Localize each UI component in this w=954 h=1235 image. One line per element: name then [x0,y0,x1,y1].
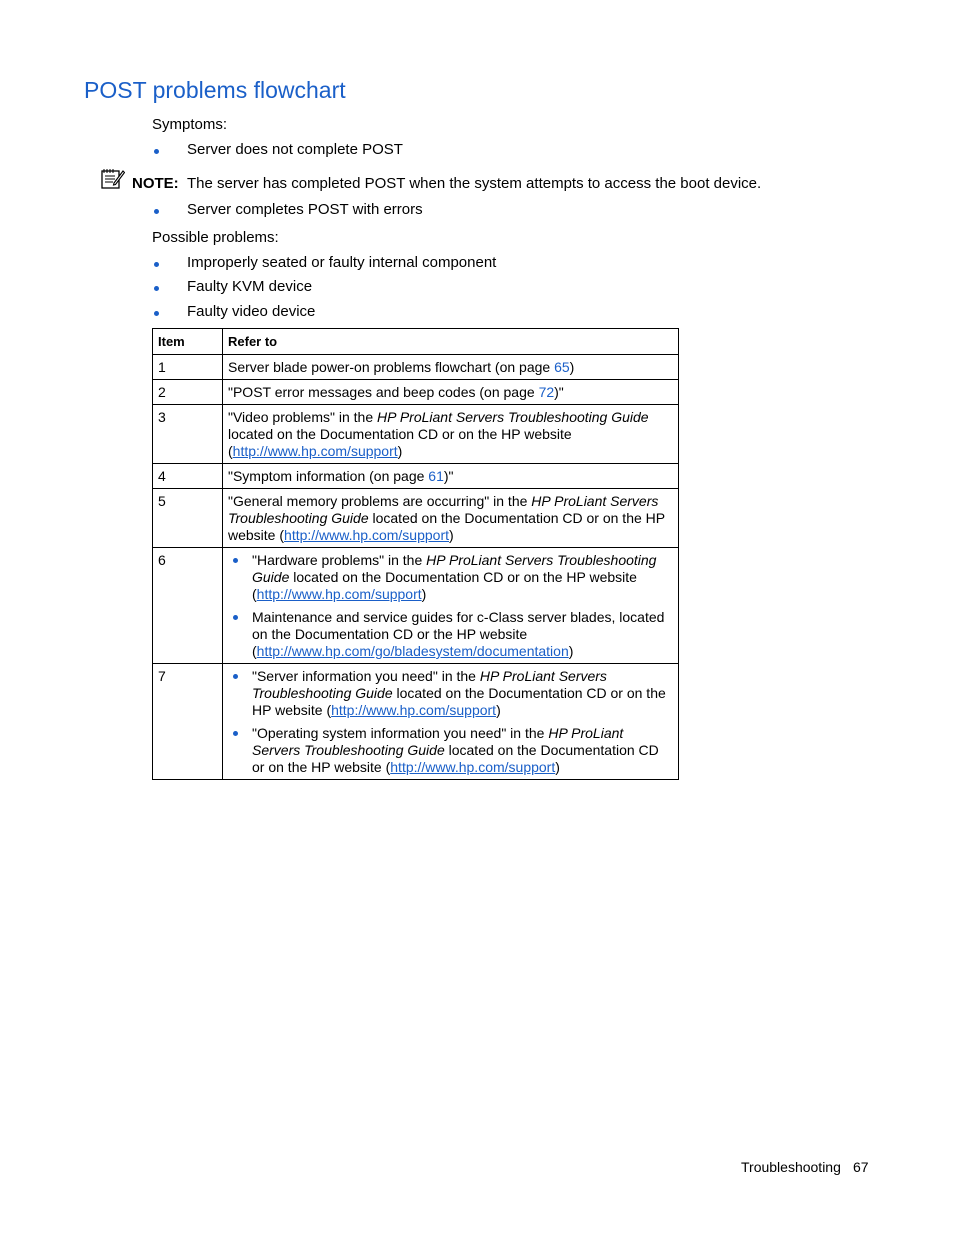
support-link[interactable]: http://www.hp.com/support [256,586,422,602]
page-number: 67 [853,1159,869,1175]
ref-text: ) [569,359,575,375]
table-header-row [153,329,679,355]
problem-item: Faulty video device [187,303,316,320]
symptom-item: Server completes POST with errors [187,201,423,218]
note-icon [101,168,125,190]
guide-title: HP ProLiant Servers Troubleshooting Guide [252,668,607,701]
ref-text: located on the Documentation CD or on the HP website ( [228,510,665,543]
refer-to-cell [223,548,679,664]
ref-text: ) [568,643,574,659]
symptoms-label: Symptoms: [152,116,228,133]
ref-text: "POST error messages and beep codes (on page [228,384,539,400]
refer-to-cell [223,464,679,489]
ref-text: Server blade power-on problems flowchart (on page [228,359,555,375]
bullet-icon [154,149,159,154]
note-body: The server has completed POST when the system attempts to access the boot device. [187,175,762,192]
table-row [153,355,679,380]
column-header-item: Item [153,329,223,355]
bullet-icon [154,262,159,267]
guide-title: HP ProLiant Servers Troubleshooting Guide [377,409,649,425]
ref-text: "Hardware problems" in the [252,552,427,568]
item-number: 6 [153,548,223,664]
support-link[interactable]: http://www.hp.com/support [331,702,497,718]
list-item [228,668,673,719]
footer-section: Troubleshooting [741,1159,841,1175]
refer-to-cell [223,405,679,464]
list-item [228,609,673,660]
ref-text: "Server information you need" in the [252,668,480,684]
refer-to-cell [223,355,679,380]
ref-text: "Symptom information (on page [228,468,429,484]
support-link[interactable]: http://www.hp.com/support [232,443,398,459]
ref-text: ) [421,586,427,602]
item-number: 3 [153,405,223,464]
ref-text: ) [449,527,454,543]
list-item [228,552,673,603]
ref-text: "General memory problems are occurring" in the [228,493,532,509]
bladesystem-link[interactable]: http://www.hp.com/go/bladesystem/documentation [256,643,569,659]
note-text [132,175,761,193]
refer-to-cell [223,380,679,405]
page-link[interactable]: 65 [554,359,570,375]
ref-text: ) [496,702,501,718]
reference-table [152,328,679,780]
table-row [153,664,679,780]
item-number: 7 [153,664,223,780]
table-row [153,405,679,464]
table-row [153,380,679,405]
symptom-item: Server does not complete POST [187,141,403,158]
item-number: 2 [153,380,223,405]
ref-text: ) [555,759,560,775]
bullet-icon [233,674,238,679]
ref-text: located on the Documentation CD or on the HP website ( [228,426,572,459]
item-number: 4 [153,464,223,489]
bullet-icon [154,311,159,316]
table-row [153,548,679,664]
page-link[interactable]: 72 [538,384,555,400]
ref-text: located on the Documentation CD or on the HP website ( [252,742,659,775]
item-number: 1 [153,355,223,380]
note-label: NOTE: [132,175,179,192]
bullet-icon [233,615,238,620]
ref-text: )" [554,384,564,400]
ref-text: ) [397,443,403,459]
bullet-icon [154,286,159,291]
page-link[interactable]: 61 [428,468,444,484]
guide-title: HP ProLiant Servers Troubleshooting Guide [228,493,659,526]
refer-to-cell [223,489,679,548]
column-header-refer-to: Refer to [223,329,679,355]
bullet-icon [154,209,159,214]
problem-item: Improperly seated or faulty internal component [187,254,497,271]
ref-text: "Operating system information you need" in the [252,725,549,741]
guide-title: HP ProLiant Servers Troubleshooting Guide [252,725,624,758]
ref-text: located on the Documentation CD or on the HP website ( [252,569,637,602]
support-link[interactable]: http://www.hp.com/support [390,759,556,775]
list-item [228,725,673,776]
ref-text: )" [443,468,454,484]
problem-item: Faulty KVM device [187,278,313,295]
ref-text: located on the Documentation CD or on the HP website ( [252,685,666,718]
table-row [153,464,679,489]
guide-title: HP ProLiant Servers Troubleshooting Guide [252,552,657,585]
refer-to-cell [223,664,679,780]
ref-list [228,668,673,776]
item-number: 5 [153,489,223,548]
page-title: POST problems flowchart [84,77,346,103]
bullet-icon [233,731,238,736]
possible-problems-label: Possible problems: [152,229,279,246]
support-link[interactable]: http://www.hp.com/support [284,527,449,543]
ref-text: Maintenance and service guides for c-Class server blades, located on the Documentation CD or the HP website ( [252,609,665,659]
table-row [153,489,679,548]
ref-list [228,552,673,660]
bullet-icon [233,558,238,563]
ref-text: "Video problems" in the [228,409,377,425]
